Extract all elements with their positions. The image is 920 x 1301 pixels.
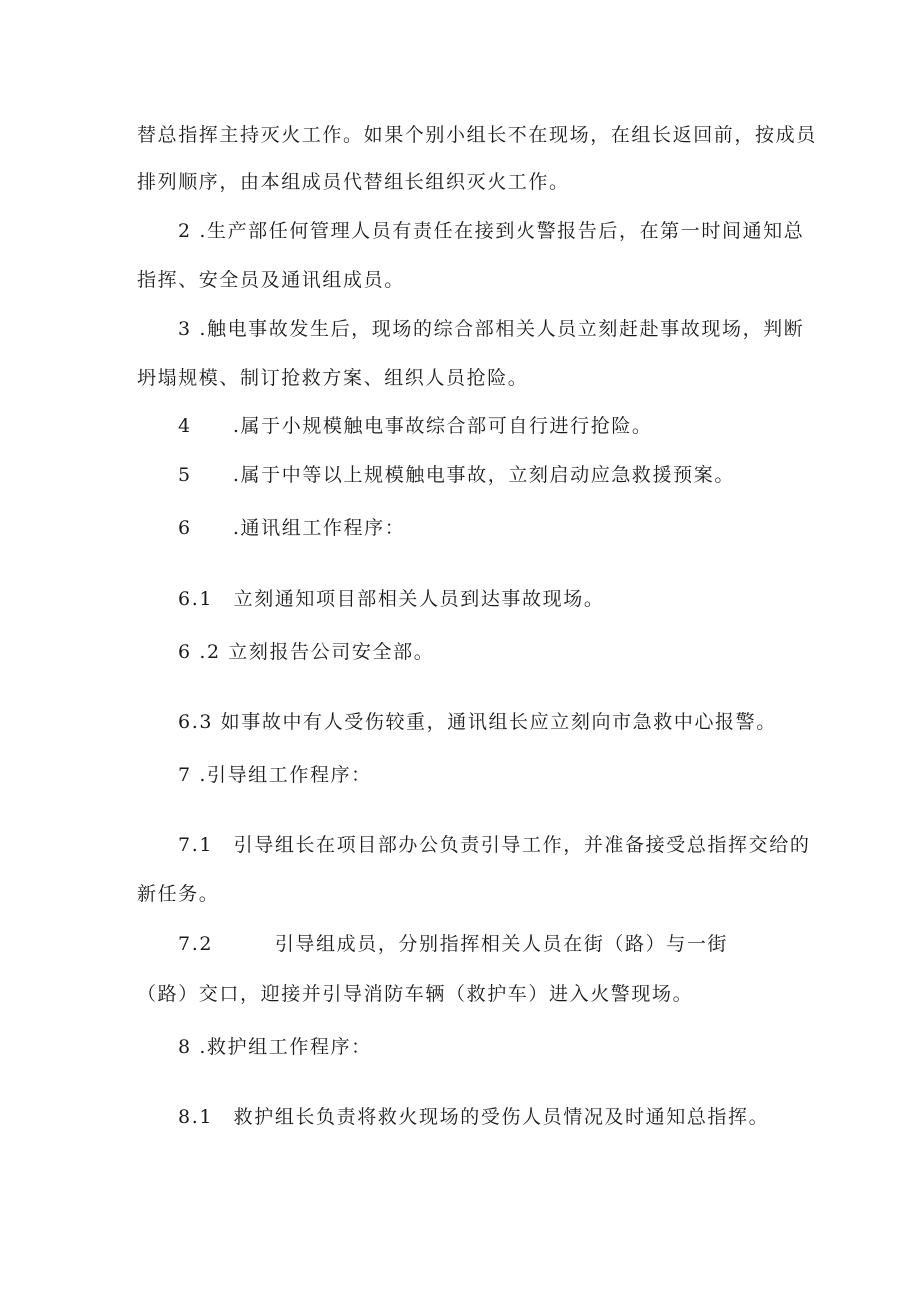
list-item-5: 5 .属于中等以上规模触电事故，立刻启动应急救援预案。 (178, 464, 735, 486)
list-item-3: 3 .触电事故发生后，现场的综合部相关人员立刻赶赴事故现场，判断 (178, 318, 805, 340)
list-item-8: 8 .救护组工作程序： (178, 1036, 372, 1058)
list-item-6: 6 .通讯组工作程序： (178, 517, 406, 539)
list-item-6-2: 6 .2 立刻报告公司安全部。 (178, 641, 435, 663)
paragraph-line: （路）交口，迎接并引导消防车辆（救护车）进入火警现场。 (137, 983, 694, 1005)
paragraph-line: 指挥、安全员及通讯组成员。 (137, 269, 405, 291)
list-item-6-1: 6.1 立刻通知项目部相关人员到达事故现场。 (178, 588, 605, 610)
list-item-6-3: 6.3 如事故中有人受伤较重，通讯组长应立刻向市急救中心报警。 (178, 711, 777, 733)
paragraph-line: 新任务。 (137, 883, 220, 905)
paragraph-line: 排列顺序，由本组成员代替组长组织灭火工作。 (137, 171, 570, 193)
list-item-7: 7 .引导组工作程序： (178, 764, 372, 786)
list-item-7-1: 7.1 引导组长在项目部办公负责引导工作，并准备接受总指挥交给的 (178, 834, 811, 856)
list-item-2: 2 .生产部任何管理人员有责任在接到火警报告后，在第一时间通知总 (178, 220, 805, 242)
list-item-8-1: 8.1 救护组长负责将救火现场的受伤人员情况及时通知总指挥。 (178, 1106, 770, 1128)
paragraph-line: 坍塌规模、制订抢救方案、组织人员抢险。 (137, 367, 529, 389)
list-item-7-2: 7.2 引导组成员，分别指挥相关人员在街（路）与一街 (178, 933, 729, 955)
paragraph-line: 替总指挥主持灭火工作。如果个别小组长不在现场，在组长返回前，按成员 (137, 124, 817, 146)
list-item-4: 4 .属于小规模触电事故综合部可自行进行抢险。 (178, 415, 653, 437)
